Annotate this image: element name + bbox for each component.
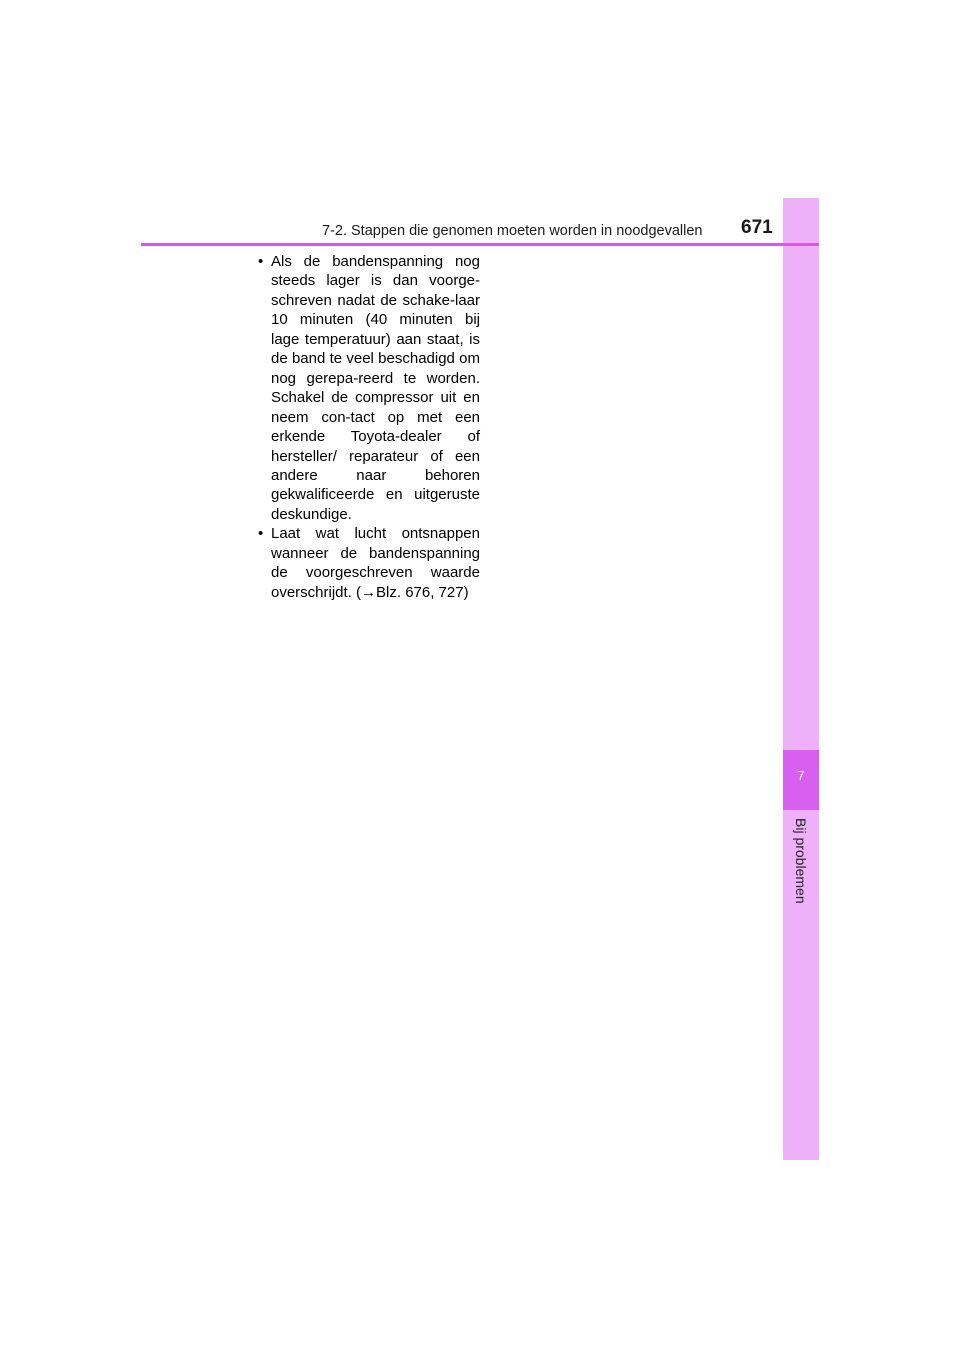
chapter-number: 7 [797,768,805,783]
chapter-title: Bij problemen [793,818,809,904]
list-item [258,252,480,524]
bullet-text: Als de bandenspanning nog steeds lager is dan voorge-schreven nadat de schake-laar 10 minuten (40 minuten bij lage temperatuur) aan staat, is de band te veel beschadigd om nog gerepa-reerd te worden. Schakel de compressor uit en neem con-tact op met een erkende Toyota-dealer of hersteller/ reparateur of een andere naar behoren gekwalificeerde en uitgeruste deskundige. [271,253,480,523]
bullet-marker: • [258,525,264,543]
section-title: 7-2. Stappen die genomen moeten worden in noodgevallen [322,223,703,239]
bullet-text: Laat wat lucht ontsnappen wanneer de bandenspanning de voorgeschreven waarde overschrijdt. (→Blz. 676, 727) [271,525,480,601]
page-number: 671 [741,217,773,238]
chapter-side-tab [783,198,819,1160]
header-divider [141,243,819,246]
bullet-list [258,252,480,602]
list-item [258,524,480,602]
bullet-marker: • [258,253,264,270]
